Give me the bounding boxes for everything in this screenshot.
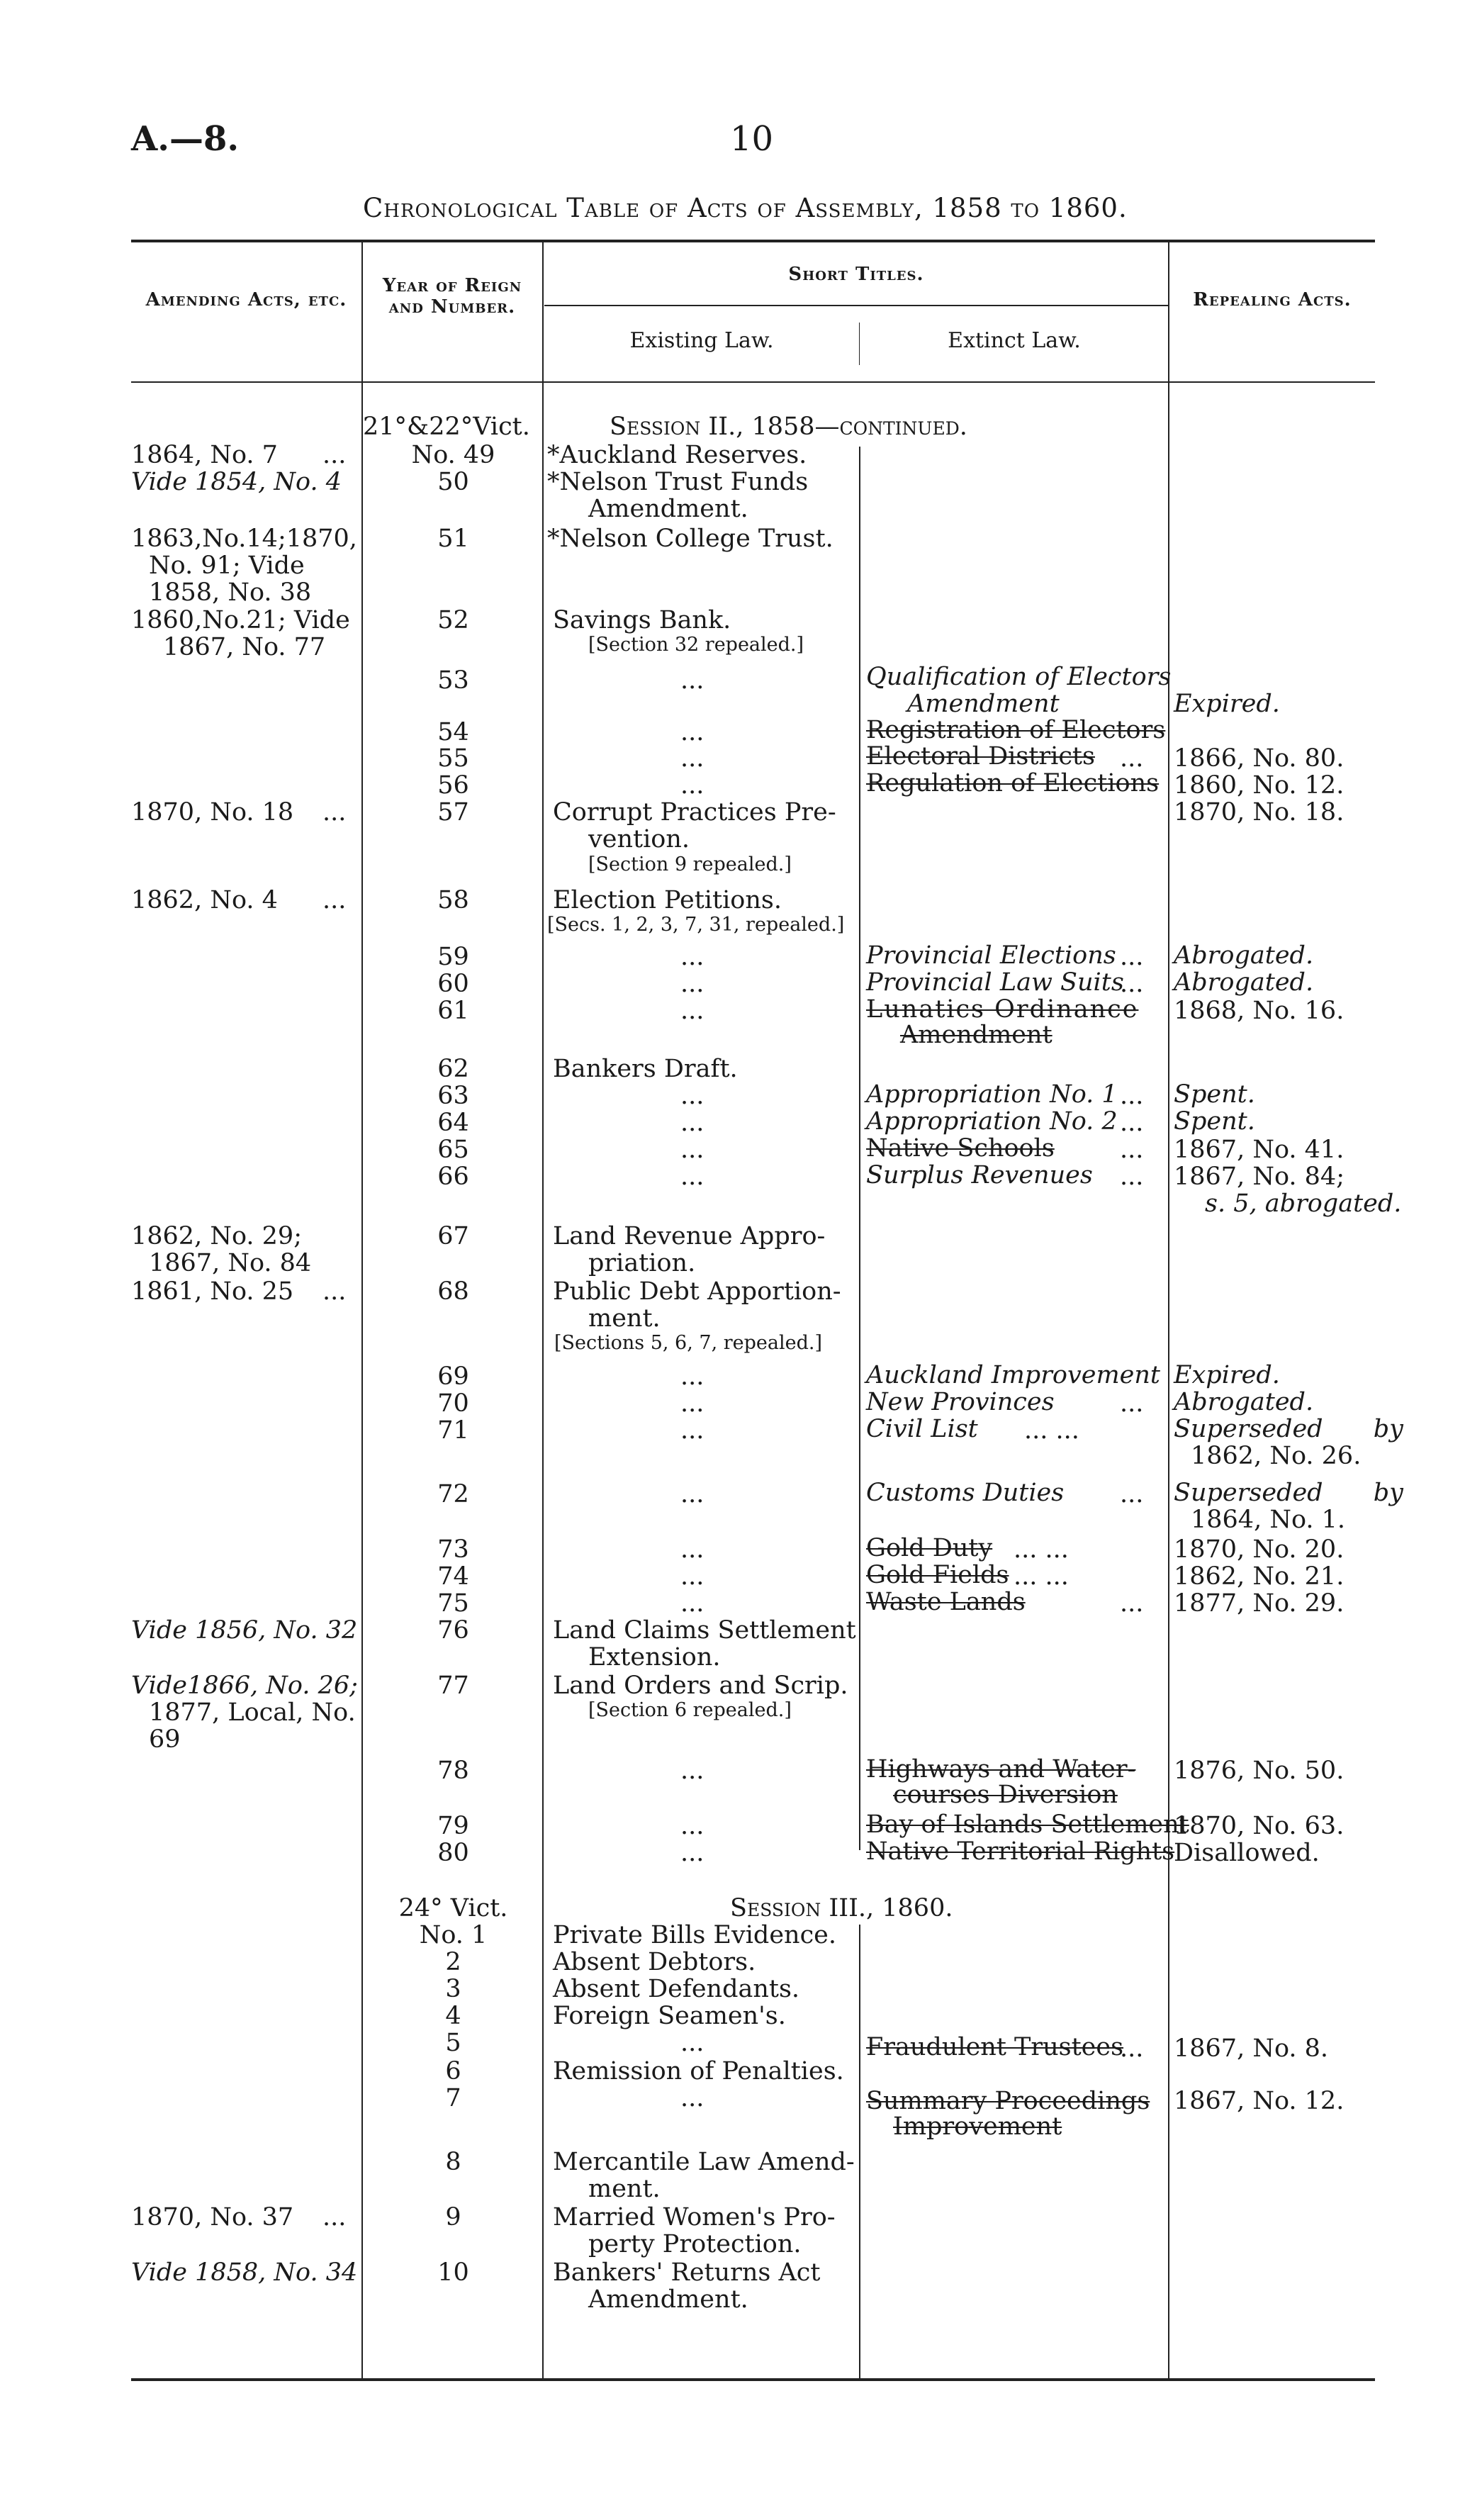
extinct-law: Provincial Elections	[866, 941, 1116, 970]
header-existing-law: Existing Law.	[629, 328, 774, 353]
extinct-dots: ...	[1120, 744, 1144, 773]
amending-act-cont: 69	[149, 1725, 181, 1754]
extinct-law: Highways and Water-	[866, 1755, 1136, 1783]
act-number: 6	[445, 2057, 461, 2085]
top-rule	[131, 240, 1375, 242]
existing-dots: ...	[680, 1109, 705, 1137]
existing-law-cont: perty Protection.	[588, 2230, 802, 2258]
existing-dots: ...	[680, 666, 705, 695]
amend-dots: ...	[322, 798, 347, 827]
header-bottom-rule	[131, 381, 1375, 383]
extinct-dots: ... ...	[1014, 1562, 1069, 1591]
act-number: 67	[437, 1222, 469, 1250]
extinct-dots: ... ...	[1014, 1535, 1069, 1564]
header-short-titles: Short Titles.	[788, 264, 924, 285]
amending-act: Vide 1858, No. 34	[131, 2258, 358, 2287]
act-number: 2	[445, 1948, 461, 1976]
act-number: 51	[437, 525, 469, 553]
amend-dots: ...	[322, 1277, 347, 1306]
repealing-act: 1870, No. 20.	[1174, 1535, 1345, 1564]
act-number: 8	[445, 2148, 461, 2176]
extinct-dots: ...	[1120, 1082, 1144, 1110]
act-number: 77	[437, 1671, 469, 1700]
existing-dots: ...	[680, 1389, 705, 1418]
amending-act-cont: No. 91; Vide	[149, 551, 305, 580]
existing-dots: ...	[680, 943, 705, 971]
extinct-law: New Provinces	[866, 1388, 1055, 1416]
amend-dots: ...	[322, 2203, 347, 2231]
amend-dots: ...	[322, 886, 347, 914]
existing-dots: ...	[680, 1535, 705, 1564]
act-number: 55	[437, 744, 469, 773]
table-row: 1864, No. 7	[131, 441, 278, 469]
amending-act: Vide1866, No. 26;	[131, 1671, 358, 1700]
existing-dots: ...	[680, 1839, 705, 1867]
repealing-act-cont: s. 5, abrogated.	[1205, 1189, 1402, 1218]
existing-dots: ...	[680, 744, 705, 773]
extinct-law: Lunatics Ordinance	[866, 995, 1139, 1024]
extinct-dots: ...	[1120, 970, 1144, 998]
amending-act: 1861, No. 25	[131, 1277, 294, 1306]
extinct-law: Waste Lands	[866, 1588, 1026, 1616]
existing-dots: ...	[680, 1082, 705, 1110]
existing-law: Corrupt Practices Pre-	[553, 798, 836, 827]
repealing-act: Disallowed.	[1174, 1839, 1320, 1867]
repealing-act: 1867, No. 12.	[1174, 2087, 1345, 2115]
repealing-act: 1868, No. 16.	[1174, 997, 1345, 1025]
existing-law: Married Women's Pro-	[553, 2203, 836, 2231]
page-code: A.—8.	[131, 119, 240, 159]
repealing-act: Spent.	[1174, 1080, 1255, 1109]
repealing-act: 1860, No. 12.	[1174, 771, 1345, 800]
existing-dots: ...	[680, 2029, 705, 2057]
existing-law: Absent Defendants.	[553, 1975, 800, 2003]
act-number: 74	[437, 1562, 469, 1591]
existing-law: Remission of Penalties.	[553, 2057, 844, 2085]
extinct-law: Electoral Districts	[866, 742, 1095, 771]
act-number: 65	[437, 1136, 469, 1164]
extinct-law: Customs Duties	[866, 1479, 1065, 1507]
header-repealing: Repealing Acts.	[1193, 289, 1352, 310]
extinct-law-cont: Improvement	[893, 2112, 1062, 2141]
extinct-law: Summary Proceedings	[866, 2087, 1150, 2115]
amending-act: Vide 1854, No. 4	[131, 468, 342, 496]
repealing-act: Superseded by	[1174, 1415, 1403, 1443]
act-number: 66	[437, 1163, 469, 1191]
existing-law-cont: vention.	[588, 825, 690, 853]
existing-law: Bankers Draft.	[553, 1055, 738, 1083]
amending-act: 1860,No.21; Vide	[131, 606, 350, 634]
existing-dots: ...	[680, 1562, 705, 1591]
amending-act: 1870, No. 18	[131, 798, 294, 827]
act-number: 79	[437, 1812, 469, 1840]
act-number: 10	[437, 2258, 469, 2287]
existing-law: Absent Debtors.	[553, 1948, 756, 1976]
existing-dots: ...	[680, 970, 705, 998]
repealing-act: 1877, No. 29.	[1174, 1589, 1345, 1618]
existing-law: Savings Bank.	[553, 606, 731, 634]
repealing-act: 1866, No. 80.	[1174, 744, 1345, 773]
act-number: 78	[437, 1757, 469, 1785]
act-number: 68	[437, 1277, 469, 1306]
act-number: 76	[437, 1616, 469, 1645]
session2-heading: Session II., 1858—continued.	[610, 413, 967, 441]
act-number: 64	[437, 1109, 469, 1137]
existing-law: *Auckland Reserves.	[547, 441, 807, 469]
repealing-act-cont: 1864, No. 1.	[1191, 1506, 1346, 1534]
amending-act-cont: 1877, Local, No.	[149, 1698, 356, 1727]
act-number: 69	[437, 1362, 469, 1391]
repealing-act: Expired.	[1174, 1361, 1280, 1389]
short-titles-subrule	[544, 305, 1168, 306]
existing-law: Mercantile Law Amend-	[553, 2148, 855, 2176]
existing-law: Bankers' Returns Act	[553, 2258, 821, 2287]
repealing-act: 1867, No. 8.	[1174, 2034, 1329, 2063]
extinct-law: Fraudulent Trustees	[866, 2033, 1124, 2061]
existing-dots: ...	[680, 1136, 705, 1164]
existing-dots: ...	[680, 771, 705, 800]
existing-dots: ...	[680, 1480, 705, 1508]
existing-law: Election Petitions.	[553, 886, 782, 914]
existing-dots: ...	[680, 1163, 705, 1191]
extinct-dots: ...	[1120, 943, 1144, 971]
extinct-law: Qualification of Electors	[866, 663, 1172, 691]
amending-act: 1862, No. 4	[131, 886, 278, 914]
repealing-act: 1876, No. 50.	[1174, 1757, 1345, 1785]
extinct-law: Appropriation No. 1	[866, 1080, 1118, 1109]
extinct-dots: ...	[1120, 1589, 1144, 1618]
act-number: 3	[445, 1975, 461, 2003]
existing-law-cont: Amendment.	[588, 495, 748, 523]
extinct-law: Provincial Law Suits	[866, 968, 1124, 997]
act-number: 71	[437, 1416, 469, 1445]
repealing-act: 1862, No. 21.	[1174, 1562, 1345, 1591]
extinct-dots: ...	[1120, 2034, 1144, 2063]
act-number: 52	[437, 606, 469, 634]
header-year: Year of Reign and Number.	[382, 275, 522, 318]
existing-law-cont: Amendment.	[588, 2285, 748, 2314]
extinct-law: Gold Fields	[866, 1561, 1009, 1589]
extinct-law: Gold Duty	[866, 1534, 993, 1562]
repealing-act: Abrogated.	[1174, 1388, 1314, 1416]
existing-law-cont: Extension.	[588, 1643, 721, 1671]
act-number: 80	[437, 1839, 469, 1867]
extinct-law: Regulation of Elections	[866, 769, 1160, 797]
extinct-law-cont: Amendment	[907, 690, 1060, 718]
act-number: 58	[437, 886, 469, 914]
amending-act: 1863,No.14;1870,	[131, 525, 357, 553]
amending-act: 1870, No. 37	[131, 2203, 294, 2231]
existing-extinct-divider-s3	[859, 1925, 860, 2378]
session3-heading: Session III., 1860.	[730, 1894, 953, 1922]
repealing-act: 1867, No. 41.	[1174, 1136, 1345, 1164]
act-number: 62	[437, 1055, 469, 1083]
act-number: 56	[437, 771, 469, 800]
act-number: 59	[437, 943, 469, 971]
existing-extinct-divider-s2	[859, 447, 860, 1850]
extinct-law: Surplus Revenues	[866, 1161, 1093, 1189]
extinct-dots: ... ...	[1024, 1416, 1079, 1445]
extinct-law: Registration of Electors	[866, 716, 1166, 744]
existing-law: Land Orders and Scrip.	[553, 1671, 848, 1700]
act-number: 9	[445, 2203, 461, 2231]
extinct-law: Bay of Islands Settlement	[866, 1810, 1189, 1839]
existing-law-cont: ment.	[588, 1304, 661, 1333]
extinct-dots: ...	[1120, 1389, 1144, 1418]
amend-dots: ...	[322, 441, 347, 469]
existing-law-cont: priation.	[588, 1249, 696, 1277]
repealing-act: Expired.	[1174, 690, 1280, 718]
existing-extinct-divider-head	[859, 323, 860, 365]
act-number: 72	[437, 1480, 469, 1508]
page-number: 10	[730, 119, 774, 159]
extinct-law: Appropriation No. 2	[866, 1107, 1118, 1136]
repealing-act: 1870, No. 63.	[1174, 1812, 1345, 1840]
existing-law: *Nelson College Trust.	[547, 525, 833, 553]
act-number: 70	[437, 1389, 469, 1418]
col-divider-4	[1168, 241, 1169, 2378]
act-number: 50	[437, 468, 469, 496]
amending-act-cont: 1867, No. 77	[163, 633, 326, 661]
act-number: 4	[445, 2002, 461, 2030]
repealing-act: 1867, No. 84;	[1174, 1163, 1345, 1191]
extinct-law: Native Schools	[866, 1134, 1055, 1163]
extinct-dots: ...	[1120, 1136, 1144, 1164]
header-amending: Amending Acts, etc.	[145, 289, 347, 310]
act-number: No. 1	[419, 1921, 488, 1949]
existing-law-cont: ment.	[588, 2175, 661, 2203]
amending-act-cont: 1858, No. 38	[149, 578, 312, 607]
act-number: No. 49	[411, 441, 495, 469]
act-number: 7	[445, 2084, 461, 2112]
repeal-note: [Section 32 repealed.]	[588, 634, 804, 656]
existing-law: *Nelson Trust Funds	[547, 468, 809, 496]
extinct-dots: ...	[1120, 1480, 1144, 1508]
repeal-note: [Section 9 repealed.]	[588, 853, 792, 875]
existing-dots: ...	[680, 1362, 705, 1391]
existing-dots: ...	[680, 2084, 705, 2112]
repealing-act-cont: 1862, No. 26.	[1191, 1442, 1362, 1470]
act-number: 5	[445, 2029, 461, 2057]
repealing-act: Abrogated.	[1174, 968, 1314, 997]
act-number: 61	[437, 997, 469, 1025]
act-number: 60	[437, 970, 469, 998]
repeal-note: [Secs. 1, 2, 3, 7, 31, repealed.]	[547, 914, 845, 936]
extinct-law-cont: courses Diversion	[893, 1781, 1118, 1809]
act-number: 63	[437, 1082, 469, 1110]
bottom-rule	[131, 2378, 1375, 2381]
existing-law: Private Bills Evidence.	[553, 1921, 837, 1949]
existing-law: Land Claims Settlement	[553, 1616, 856, 1645]
extinct-dots: ...	[1120, 1109, 1144, 1137]
repeal-note: [Sections 5, 6, 7, repealed.]	[554, 1332, 822, 1354]
table-caption: Chronological Table of Acts of Assembly, 1858 to 1860.	[363, 193, 1128, 223]
amending-act-cont: 1867, No. 84	[149, 1249, 312, 1277]
extinct-law: Auckland Improvement	[866, 1361, 1160, 1389]
extinct-law: Native Territorial Rights	[866, 1837, 1175, 1866]
act-number: 73	[437, 1535, 469, 1564]
existing-law: Foreign Seamen's.	[553, 2002, 786, 2030]
amending-act: Vide 1856, No. 32	[131, 1616, 358, 1645]
repealing-act: Abrogated.	[1174, 941, 1314, 970]
repealing-act: Superseded by	[1174, 1479, 1403, 1507]
header-extinct-law: Extinct Law.	[948, 328, 1081, 353]
act-number: 75	[437, 1589, 469, 1618]
session2-reign: 21°&22°Vict.	[363, 413, 530, 441]
session3-reign: 24° Vict.	[398, 1894, 508, 1922]
act-number: 53	[437, 666, 469, 695]
existing-dots: ...	[680, 1812, 705, 1840]
repealing-act: 1870, No. 18.	[1174, 798, 1345, 827]
existing-law: Land Revenue Appro-	[553, 1222, 826, 1250]
existing-law: Public Debt Apportion-	[553, 1277, 841, 1306]
extinct-law-cont: Amendment	[900, 1021, 1053, 1049]
existing-dots: ...	[680, 1416, 705, 1445]
act-number: 57	[437, 798, 469, 827]
extinct-dots: ...	[1120, 1163, 1144, 1191]
repeal-note: [Section 6 repealed.]	[588, 1699, 792, 1721]
existing-dots: ...	[680, 997, 705, 1025]
amending-act: 1862, No. 29;	[131, 1222, 302, 1250]
existing-dots: ...	[680, 1589, 705, 1618]
extinct-law: Civil List	[866, 1415, 978, 1443]
repealing-act: Spent.	[1174, 1107, 1255, 1136]
existing-dots: ...	[680, 1757, 705, 1785]
existing-dots: ...	[680, 718, 705, 746]
act-number: 54	[437, 718, 469, 746]
